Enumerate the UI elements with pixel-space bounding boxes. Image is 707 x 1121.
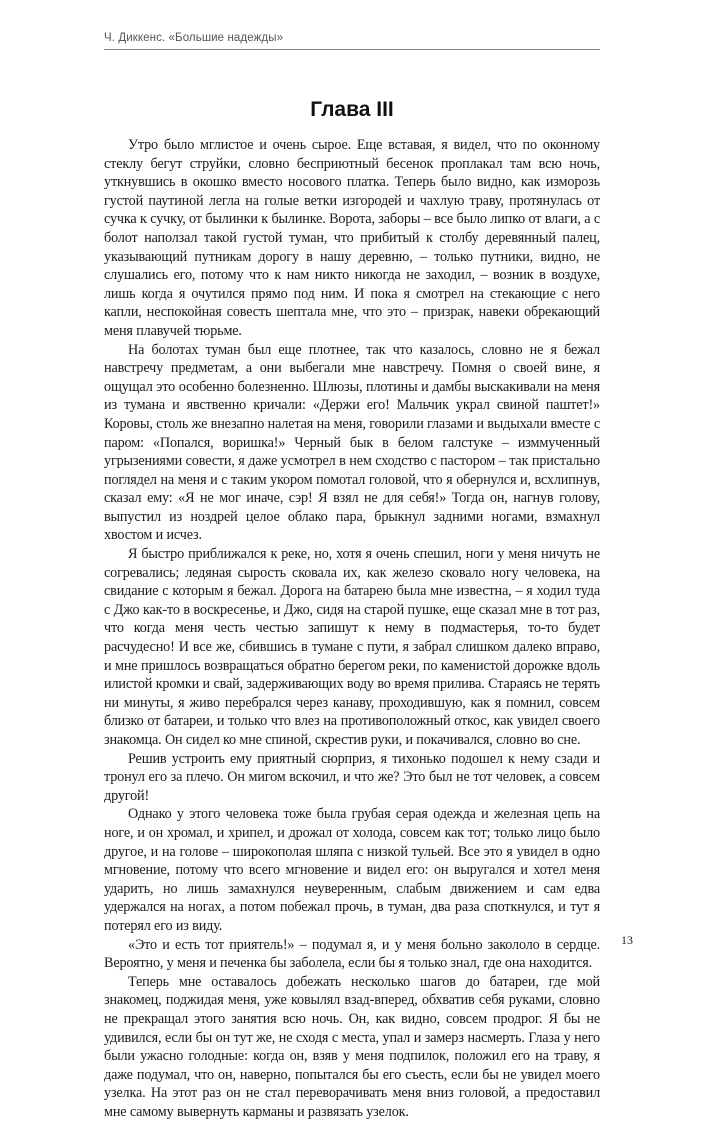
paragraph-7: Теперь мне оставалось добежать несколько шагов до батареи, где мой знакомец, поджидая меня, уже ковылял взад-вперед, обхватив себя руками, словно не прекращал этого занятия всю ночь. Он, как видно, совсем продрог. Я бы не удивился, если бы он тут же, не сходя с места, упал и замерз насмерть. Глаза у него были ужасно голодные: когда он, взяв у меня подпилок, положил его на траву, я даже подумал, что он, наверно, попытался бы его съесть, если бы не увидел моего узелка. На этот раз он не стал переворачивать меня вниз головой, а предоставил мне самому вывернуть карманы и развязать узелок. bbox=[104, 973, 600, 1120]
running-header: Ч. Диккенс. «Большие надежды» bbox=[104, 32, 284, 44]
paragraph-3: Я быстро приближался к реке, но, хотя я очень спешил, ноги у меня ничуть не согревались; ледяная сырость сковала их, как железо сковало ногу человека, на свидание с которым я бежал. Дорога на батарею была мне известна, – я ходил туда с Джо как-то в воскресенье, и Джо, сидя на старой пушке, еще сказал мне в тот раз, что когда меня честь честью запишут к нему в подмастерья, то-то будет расчудесно! И все же, сбившись в тумане с пути, я забрал слишком далеко вправо, и мне пришлось возвращаться обратно берегом реки, по каменистой дорожке вдоль илистой кромки и свай, задерживающих воду во время прилива. Стараясь не терять ни минуты, я живо перебрался через канаву, проходившую, как я помнил, совсем близко от батареи, и только что влез на противоположный откос, как увидел своего знакомца. Он сидел ко мне спиной, скрестив руки, и покачивался, словно во сне. bbox=[104, 546, 600, 748]
paragraph-1: Утро было мглистое и очень сырое. Еще вставая, я видел, что по оконному стеклу бегут струйки, словно бесприютный бесенок проплакал там всю ночь, уткнувшись в окошко вместо носового платка. Теперь было видно, как изморозь густой паутиной легла на голые ветки изгородей и чахлую траву, протянулась от сучка к сучку, от былинки к былинке. Ворота, заборы – все было липко от влаги, а с болот наползал такой густой туман, что прибитый к столбу деревянный палец, указывающий путникам дорогу в нашу деревню, – только путники, видно, не слушались его, потому что к нам никто никогда не заходил, – возник в воздухе, лишь когда я очутился прямо под ним. И пока я смотрел на стекающие с него капли, неспокойная совесть шептала мне, что это – призрак, навеки обрекающий меня плавучей тюрьме. bbox=[104, 137, 600, 339]
paragraph-6: «Это и есть тот приятель!» – подумал я, и у меня больно закололо в сердце. Вероятно, у меня и печенка бы заболела, если бы я только знал, где она находится. bbox=[104, 936, 600, 972]
header-divider bbox=[104, 49, 600, 50]
paragraph-4: Решив устроить ему приятный сюрприз, я тихонько подошел к нему сзади и тронул его за плечо. Он мигом вскочил, и что же? Это был не тот человек, а совсем другой! bbox=[104, 750, 600, 804]
body-text bbox=[104, 136, 600, 1121]
page-number: 13 bbox=[621, 933, 633, 947]
paragraph-2: На болотах туман был еще плотнее, так что казалось, словно не я бежал навстречу предметам, а они выбегали мне навстречу. Помня о своей вине, я ощущал это особенно болезненно. Шлюзы, плотины и дамбы выскакивали на меня из тумана и явственно кричали: «Держи его! Мальчик украл свиной паштет!» Коровы, столь же внезапно налетая на меня, говорили глазами и выдыхали вместе с паром: «Попался, воришка!» Черный бык в белом галстуке – изммученный угрызениями совести, я даже усмотрел в нем сходство с пастором – так пристально поглядел на меня и с таким укором помотал головой, что я обернулся и, всхлипнув, сказал ему: «Я не мог иначе, сэр! Я взял не для себя!» Тогда он, нагнув голову, выпустил из ноздрей целое облако пара, брыкнул задними ногами, взмахнул хвостом и исчез. bbox=[104, 341, 600, 544]
paragraph-5: Однако у этого человека тоже была грубая серая одежда и железная цепь на ноге, и он хромал, и хрипел, и дрожал от холода, совсем как тот; только лицо было другое, и на голове – широкополая шляпа с низкой тульей. Все это я увидел в одно мгновение, потому что всего мгновение и видел его: он выругался и хотел меня ударить, но лишь замахнулся неуверенным, слабым движением и сам едва удержался на ногах, а потом побежал прочь, в туман, два раза споткнулся, и тут я потерял его из виду. bbox=[104, 806, 600, 934]
chapter-title: Глава III bbox=[310, 98, 394, 121]
